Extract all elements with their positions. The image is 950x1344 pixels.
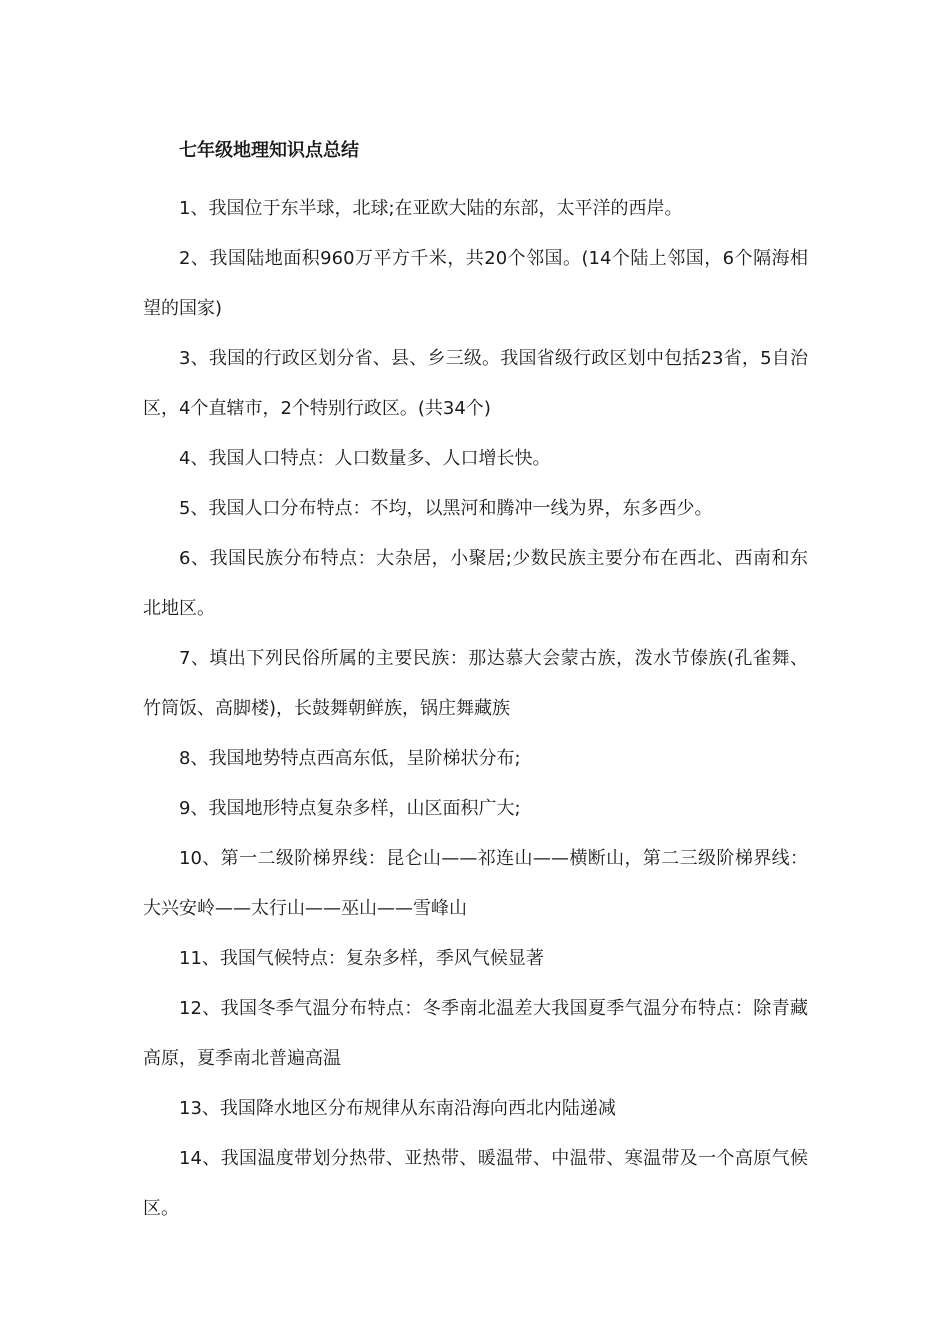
paragraph-2: 2、我国陆地面积960万平方千米，共20个邻国。(14个陆上邻国，6个隔海相望的国家): [143, 248, 808, 319]
paragraph-1: 1、我国位于东半球，北球;在亚欧大陆的东部，太平洋的西岸。: [179, 198, 683, 219]
paragraph-12: 12、我国冬季气温分布特点：冬季南北温差大我国夏季气温分布特点：除青藏高原，夏季南北普遍高温: [143, 998, 808, 1069]
paragraph-10: 10、第一二级阶梯界线：昆仑山——祁连山——横断山，第二三级阶梯界线：大兴安岭——太行山——巫山——雪峰山: [143, 848, 808, 919]
paragraph-6: 6、我国民族分布特点：大杂居，小聚居;少数民族主要分布在西北、西南和东北地区。: [143, 548, 808, 619]
paragraph-11: 11、我国气候特点：复杂多样，季风气候显著: [179, 948, 544, 969]
document-page: [143, 134, 808, 1234]
document-title: 七年级地理知识点总结: [179, 140, 359, 161]
paragraph-4: 4、我国人口特点：人口数量多、人口增长快。: [179, 448, 551, 469]
paragraph-13: 13、我国降水地区分布规律从东南沿海向西北内陆递减: [179, 1098, 616, 1119]
paragraph-5: 5、我国人口分布特点：不均，以黑河和腾冲一线为界，东多西少。: [179, 498, 713, 519]
paragraph-9: 9、我国地形特点复杂多样，山区面积广大;: [179, 798, 521, 819]
paragraph-8: 8、我国地势特点西高东低，呈阶梯状分布;: [179, 748, 521, 769]
paragraph-14: 14、我国温度带划分热带、亚热带、暖温带、中温带、寒温带及一个高原气候区。: [143, 1148, 808, 1219]
paragraph-7: 7、填出下列民俗所属的主要民族：那达慕大会蒙古族，泼水节傣族(孔雀舞、竹筒饭、高脚楼)，长鼓舞朝鲜族，锅庄舞藏族: [143, 648, 808, 719]
paragraph-3: 3、我国的行政区划分省、县、乡三级。我国省级行政区划中包括23省，5自治区，4个直辖市，2个特别行政区。(共34个): [143, 348, 808, 419]
